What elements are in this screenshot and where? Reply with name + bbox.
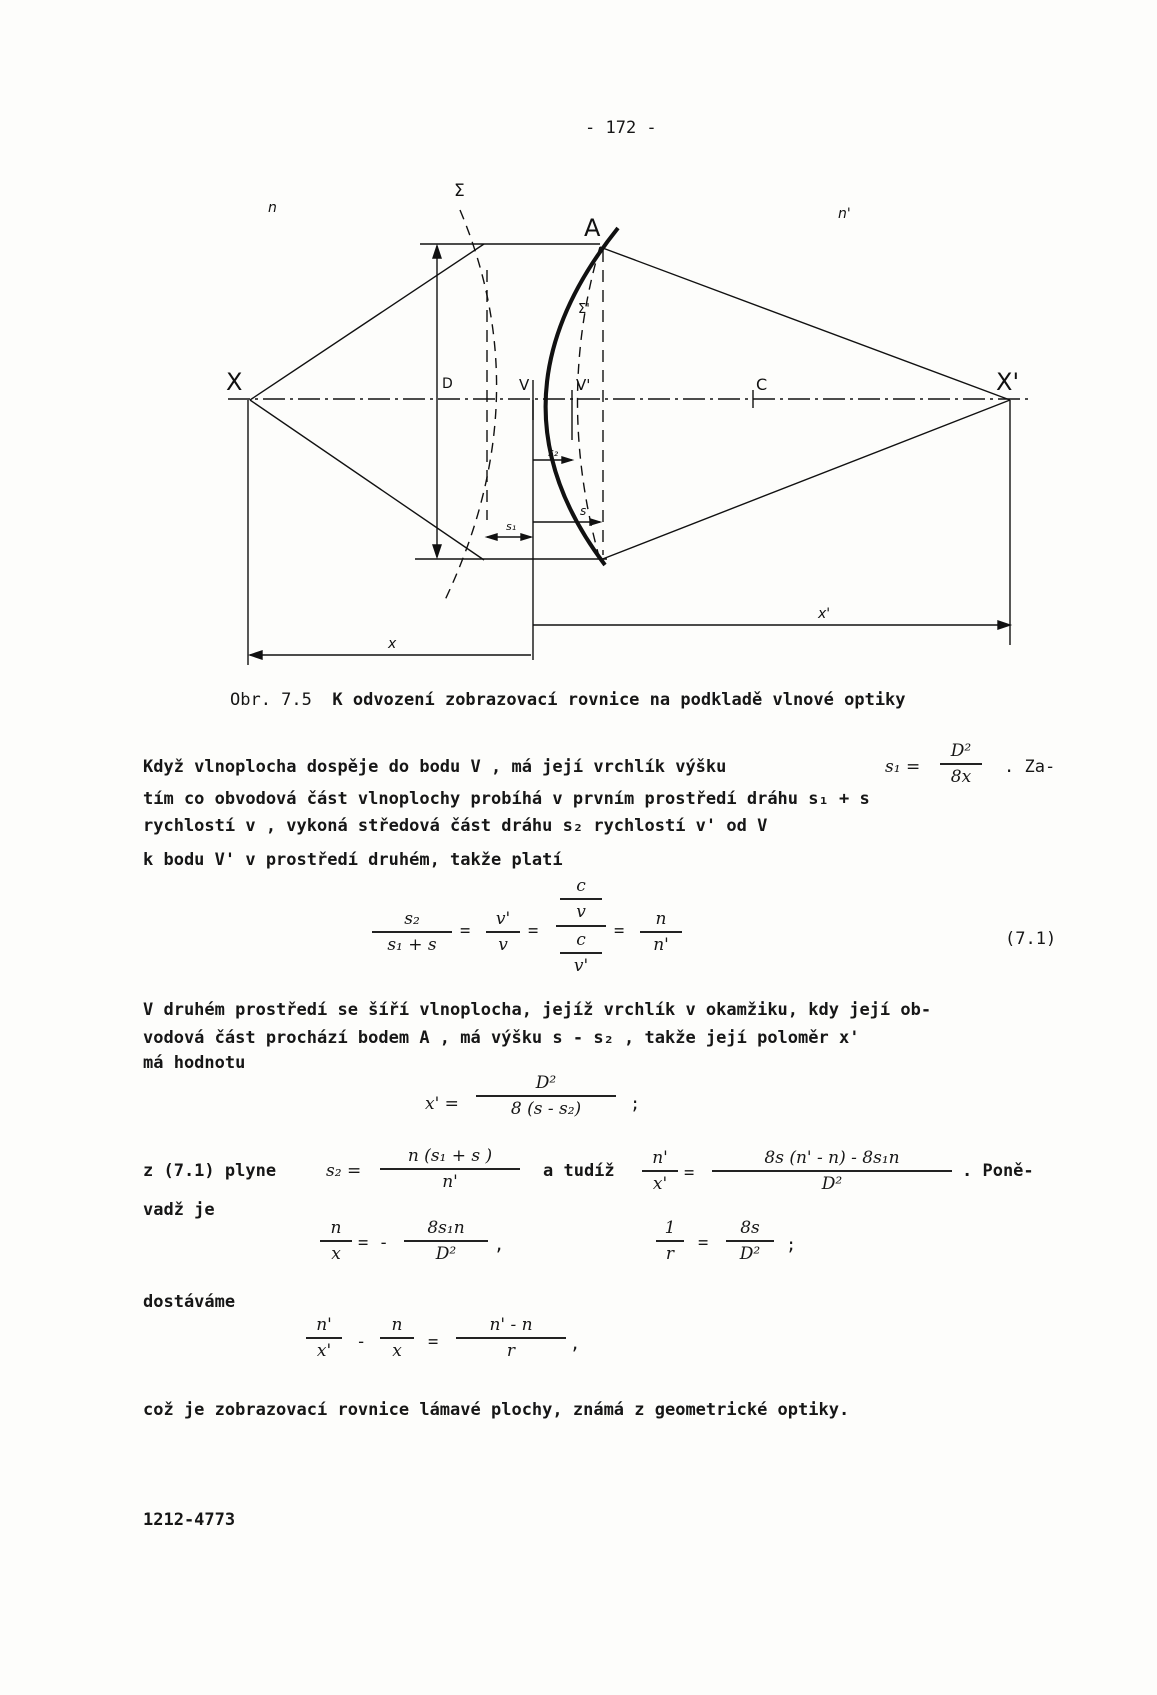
eq71-m1: v' v: [486, 908, 520, 956]
label-sigma-prime: Σ': [578, 302, 590, 317]
ray-xp-top: [600, 247, 1010, 400]
label-c: C: [756, 375, 768, 394]
nx-fraction: n x: [320, 1217, 352, 1265]
figure-wavefront-refraction: [0, 0, 1157, 700]
final-c-fraction: n' - n r: [456, 1314, 566, 1362]
eq71-lhs: s₂ s₁ + s: [372, 908, 452, 956]
equation-number-7-1: (7.1): [1005, 929, 1057, 949]
final-a-fraction: n' x': [306, 1314, 342, 1362]
caption-prefix: Obr. 7.5: [230, 690, 312, 710]
caption-text: K odvození zobrazovací rovnice na podkladě vlnové optiky: [332, 690, 906, 710]
label-d: D: [442, 376, 453, 392]
paragraph-3-a: z (7.1) plyne: [143, 1161, 277, 1181]
label-n-prime: n': [838, 206, 851, 222]
paragraph-5: což je zobrazovací rovnice lámavé plochy, známá z geometrické optiky.: [143, 1400, 850, 1420]
ray-xp-bottom: [600, 400, 1010, 560]
inv-r-rhs-fraction: 8s D²: [726, 1217, 774, 1265]
label-a: A: [584, 214, 601, 242]
label-sigma: Σ: [454, 181, 465, 201]
label-x-prime-dimension: x': [818, 606, 831, 622]
paragraph-1-line-3: rychlostí v , vykoná středová část dráhu s₂ rychlostí v' od V: [143, 816, 768, 836]
paragraph-1-line-2: tím co obvodová část vlnoplochy probíhá v prvním prostředí dráhu s₁ + s: [143, 789, 870, 809]
tudiz-lhs: n' x': [642, 1147, 678, 1195]
s1-fraction: D² 8x: [940, 740, 982, 788]
paragraph-3-c: . Poně-: [962, 1161, 1034, 1181]
paragraph-2-line-2: vodová část prochází bodem A , má výšku s - s₂ , takže její poloměr x': [143, 1028, 860, 1048]
paragraph-3-d: vadž je: [143, 1200, 215, 1220]
label-x: X: [226, 368, 243, 396]
paragraph-1-line-1-end: . Za-: [1004, 757, 1056, 777]
eq71-m2: $\frac{c}{v}$ $\frac{c}{v'}$: [556, 875, 606, 977]
s1-symbol: s₁ =: [885, 757, 921, 777]
paragraph-3-b: a tudíž: [543, 1161, 615, 1181]
xprime-lhs: x' =: [425, 1094, 459, 1114]
label-x-prime: X': [996, 368, 1020, 396]
paragraph-4: dostáváme: [143, 1292, 236, 1312]
inv-r-fraction: 1 r: [656, 1217, 684, 1265]
xprime-fraction: D² 8 (s - s₂): [476, 1072, 616, 1120]
eq71-rhs: n n': [640, 908, 682, 956]
label-s1: s₁: [506, 520, 517, 533]
sigma-arc: [445, 210, 497, 600]
paragraph-1-line-4: k bodu V' v prostředí druhém, takže platí: [143, 850, 563, 870]
page-number: - 172 -: [585, 118, 657, 138]
label-v-prime: V': [576, 376, 591, 394]
footer-code: 1212-4773: [143, 1510, 236, 1530]
tudiz-rhs: 8s (n' - n) - 8s₁n D²: [712, 1147, 952, 1195]
figure-caption: [230, 690, 906, 710]
final-b-fraction: n x: [380, 1314, 414, 1362]
paragraph-1-line-1: Když vlnoplocha dospěje do bodu V , má její vrchlík výšku: [143, 757, 727, 777]
s2-lhs: s₂ =: [326, 1161, 362, 1181]
label-n: n: [268, 200, 277, 216]
label-s: s: [580, 504, 587, 518]
paragraph-2-line-1: V druhém prostředí se šíří vlnoplocha, jejíž vrchlík v okamžiku, kdy její ob-: [143, 1000, 932, 1020]
nx-rhs-fraction: 8s₁n D²: [404, 1217, 488, 1265]
label-s2: s₂: [548, 446, 559, 459]
ray-x-bottom: [250, 400, 484, 560]
label-x-dimension: x: [388, 636, 397, 652]
label-v: V: [519, 376, 530, 394]
paragraph-2-line-3: má hodnotu: [143, 1053, 246, 1073]
s2-fraction: n (s₁ + s ) n': [380, 1145, 520, 1193]
